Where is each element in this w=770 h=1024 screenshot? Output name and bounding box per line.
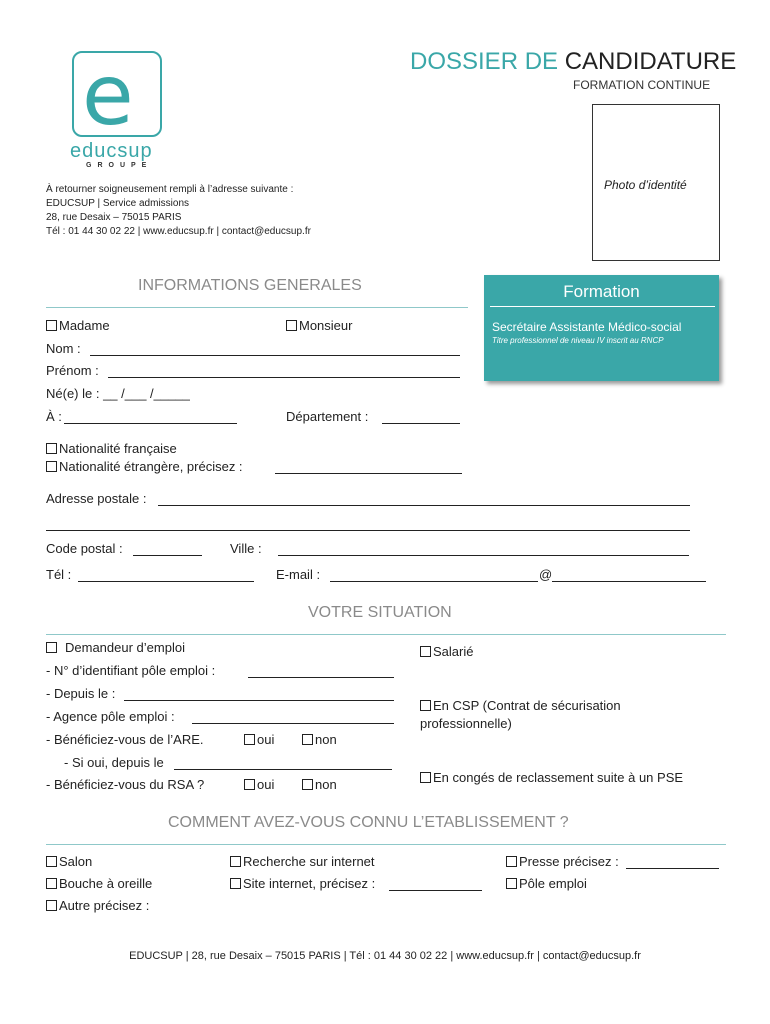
pole-label: Pôle emploi [519, 876, 587, 891]
are-label: - Bénéficiez-vous de l’ARE. [46, 732, 204, 747]
address-line-1: À retourner soigneusement rempli à l’adresse suivante : [46, 184, 294, 195]
nat-etr-label: Nationalité étrangère, précisez : [59, 459, 243, 474]
address-line-3: 28, rue Desaix – 75015 PARIS [46, 212, 182, 223]
rsa-oui-option[interactable] [244, 777, 274, 792]
formation-detail: Titre professionnel de niveau IV inscrit au RNCP [492, 336, 664, 345]
logo-group: GROUPE [86, 162, 153, 169]
nat-fr-option[interactable] [46, 441, 177, 456]
code-postal-label: Code postal : [46, 541, 123, 556]
monsieur-label: Monsieur [299, 318, 353, 333]
tel-label: Tél : [46, 567, 72, 582]
presse-checkbox[interactable] [506, 856, 517, 867]
title-part2: CANDIDATURE [564, 48, 737, 75]
salon-label: Salon [59, 854, 93, 869]
rsa-label: - Bénéficiez-vous du RSA ? [46, 777, 205, 792]
depuis-field[interactable] [124, 700, 394, 701]
demandeur-label: Demandeur d’emploi [65, 640, 185, 655]
footer: EDUCSUP | 28, rue Desaix – 75015 PARIS | Tél : 01 44 30 02 22 | www.educsup.fr | contact@educsup.fr [129, 950, 641, 962]
conges-checkbox[interactable] [420, 772, 431, 783]
nat-etr-field[interactable] [275, 473, 462, 474]
pole-option[interactable] [506, 876, 587, 891]
autre-option[interactable] [46, 898, 149, 913]
salon-checkbox[interactable] [46, 856, 57, 867]
adresse-label: Adresse postale : [46, 491, 147, 506]
birthplace-field[interactable] [64, 423, 237, 424]
demandeur-checkbox[interactable] [46, 642, 57, 653]
bouche-option[interactable] [46, 876, 152, 891]
csp-label-2: professionnelle) [420, 716, 512, 731]
rsa-non-label: non [315, 777, 337, 792]
agence-field[interactable] [192, 723, 394, 724]
email-label: E-mail : [276, 567, 321, 582]
email-at: @ [539, 567, 553, 582]
birthdate-field[interactable]: Né(e) le : __ /___ /_____ [46, 386, 190, 401]
madame-checkbox[interactable] [46, 320, 57, 331]
nat-etr-option[interactable] [46, 459, 243, 474]
section-title-connu: COMMENT AVEZ-VOUS CONNU L’ETABLISSEMENT ? [168, 814, 569, 831]
salon-option[interactable] [46, 854, 92, 869]
prenom-label: Prénom : [46, 363, 99, 378]
madame-option[interactable] [46, 318, 110, 333]
conges-label: En congés de reclassement suite à un PSE [433, 770, 684, 785]
rsa-non-checkbox[interactable] [302, 779, 313, 790]
section-rule-general [46, 307, 468, 308]
identifiant-field[interactable] [248, 677, 394, 678]
autre-label: Autre précisez : [59, 898, 150, 913]
formation-divider [490, 306, 715, 307]
conges-option[interactable] [420, 770, 683, 785]
section-rule-connu [46, 844, 726, 845]
salarie-checkbox[interactable] [420, 646, 431, 657]
are-oui-option[interactable] [244, 732, 274, 747]
nom-label: Nom : [46, 341, 81, 356]
logo-letter: e [82, 46, 134, 144]
si-oui-label: - Si oui, depuis le [64, 755, 164, 770]
section-rule-situation [46, 634, 726, 635]
page-subtitle: FORMATION CONTINUE [573, 78, 711, 92]
logo-name: educsup [70, 140, 153, 162]
nom-field[interactable] [90, 355, 460, 356]
formation-name: Secrétaire Assistante Médico-social [492, 320, 682, 334]
monsieur-checkbox[interactable] [286, 320, 297, 331]
nat-fr-label: Nationalité française [59, 441, 177, 456]
presse-option[interactable] [506, 854, 619, 869]
are-non-label: non [315, 732, 337, 747]
email-field-domain[interactable] [552, 581, 706, 582]
csp-checkbox[interactable] [420, 700, 431, 711]
page-title [410, 48, 736, 76]
recherche-option[interactable] [230, 854, 375, 869]
are-non-checkbox[interactable] [302, 734, 313, 745]
title-part1: DOSSIER DE [410, 48, 559, 75]
birthplace-label: À : [46, 409, 62, 424]
ville-label: Ville : [230, 541, 262, 556]
recherche-label: Recherche sur internet [243, 854, 375, 869]
site-label: Site internet, précisez : [243, 876, 376, 891]
si-oui-field[interactable] [174, 769, 392, 770]
madame-label: Madame [59, 318, 110, 333]
site-field[interactable] [389, 890, 482, 891]
pole-checkbox[interactable] [506, 878, 517, 889]
bouche-label: Bouche à oreille [59, 876, 153, 891]
address-line-2: EDUCSUP | Service admissions [46, 198, 190, 209]
demandeur-option[interactable] [46, 640, 185, 655]
are-oui-checkbox[interactable] [244, 734, 255, 745]
depuis-label: - Depuis le : [46, 686, 116, 701]
are-oui-label: oui [257, 732, 275, 747]
photo-label: Photo d’identité [604, 178, 687, 192]
autre-checkbox[interactable] [46, 900, 57, 911]
code-postal-field[interactable] [133, 555, 202, 556]
nat-etr-checkbox[interactable] [46, 461, 57, 472]
email-field-user[interactable] [330, 581, 538, 582]
agence-label: - Agence pôle emploi : [46, 709, 175, 724]
rsa-oui-label: oui [257, 777, 275, 792]
presse-label: Presse précisez : [519, 854, 619, 869]
salarie-label: Salarié [433, 644, 474, 659]
prenom-field[interactable] [108, 377, 460, 378]
ville-field[interactable] [278, 555, 689, 556]
csp-label-1: En CSP (Contrat de sécurisation [433, 698, 621, 713]
recherche-checkbox[interactable] [230, 856, 241, 867]
salarie-option[interactable] [420, 644, 473, 659]
departement-label: Département : [286, 409, 369, 424]
presse-field[interactable] [626, 868, 719, 869]
are-non-option[interactable] [302, 732, 337, 747]
bouche-checkbox[interactable] [46, 878, 57, 889]
departement-field[interactable] [382, 423, 460, 424]
section-title-general: INFORMATIONS GENERALES [138, 277, 362, 294]
rsa-non-option[interactable] [302, 777, 337, 792]
rsa-oui-checkbox[interactable] [244, 779, 255, 790]
monsieur-option[interactable] [286, 318, 352, 333]
formation-title: Formation [563, 282, 640, 301]
site-option[interactable] [230, 876, 375, 891]
nat-fr-checkbox[interactable] [46, 443, 57, 454]
tel-field[interactable] [78, 581, 254, 582]
adresse-field-2[interactable] [46, 530, 690, 531]
site-checkbox[interactable] [230, 878, 241, 889]
address-line-4: Tél : 01 44 30 02 22 | www.educsup.fr | contact@educsup.fr [46, 226, 311, 237]
adresse-field-1[interactable] [158, 505, 690, 506]
csp-option[interactable] [420, 698, 621, 713]
identifiant-label: - N° d’identifiant pôle emploi : [46, 663, 216, 678]
section-title-situation: VOTRE SITUATION [308, 604, 452, 621]
